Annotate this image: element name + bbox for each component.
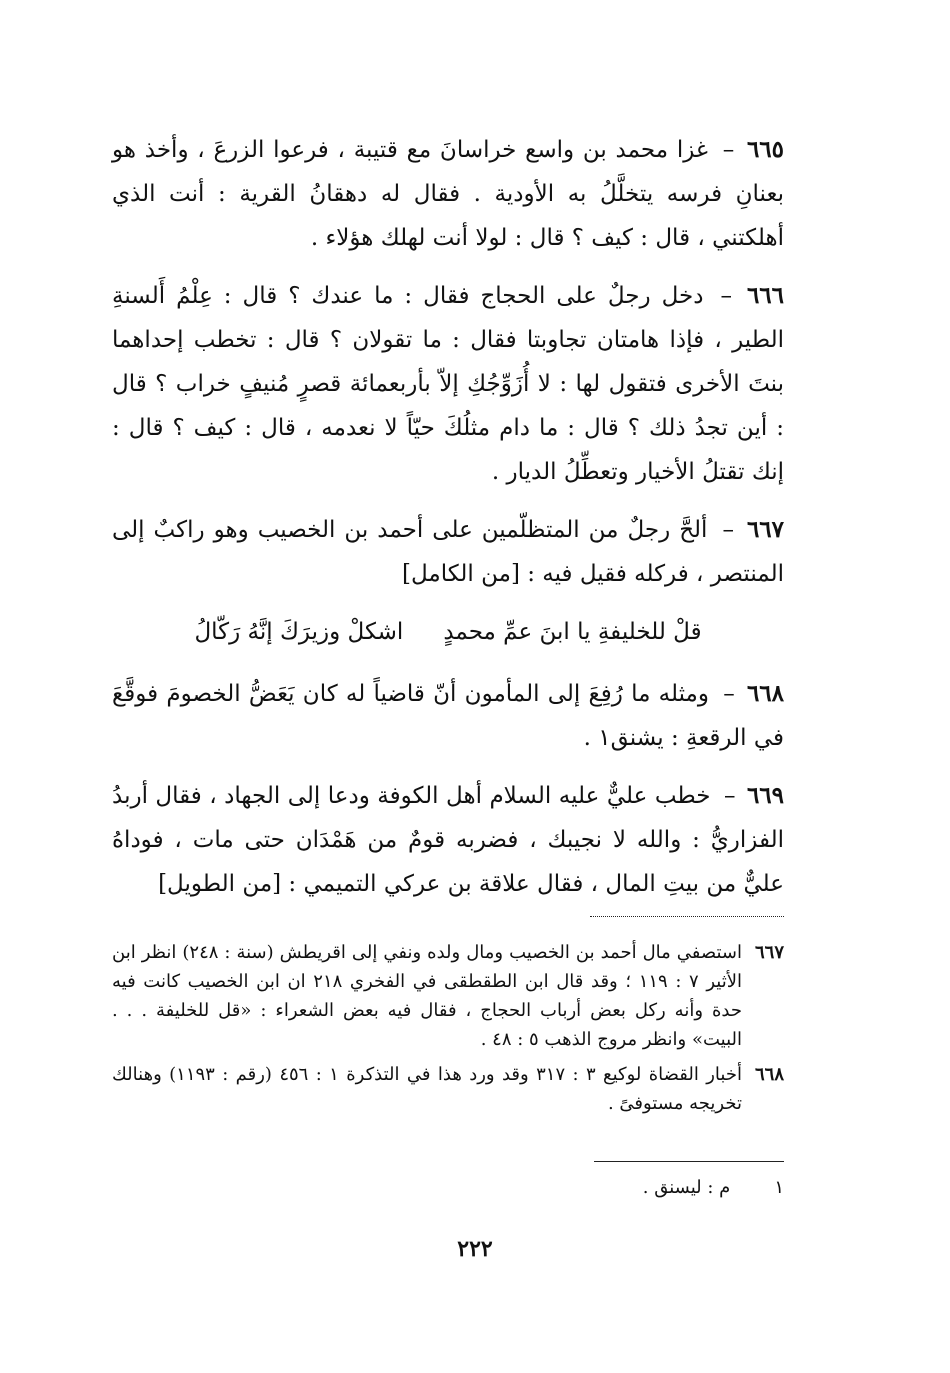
paragraph-text: غزا محمد بن واسع خراسانَ مع قتيبة ، فرعوا الزرعَ ، وأخذ هو بعنانِ فرسه يتخلَّلُ به الأودية . فقال له دهقانُ القرية : أنت الذي أهلكتني ، قال : كيف ؟ قال : لولا أنت لهلك هؤلاء .: [112, 137, 784, 251]
paragraph-text: ومثله ما رُفِعَ إلى المأمون أنّ قاضياً له كان يَعَضُّ الخصومَ فوقَّعَ في الرقعةِ : يشنق١ .: [112, 681, 784, 751]
dash: –: [722, 517, 734, 543]
footnote-separator: [594, 1161, 784, 1162]
dash: –: [722, 137, 735, 163]
verse-hemistich-1: قلْ للخليفةِ يا ابنَ عمِّ محمدٍ: [443, 619, 702, 645]
note-667: [112, 938, 784, 1054]
editor-notes: [112, 938, 784, 1124]
paragraph-text: خطب عليٌّ عليه السلام أهل الكوفة ودعا إلى الجهاد ، فقال أربدُ الفزاريُّ : والله لا نجيبك ، فضربه قومٌ من هَمْدَان حتى مات ، فوداهُ عليٌّ من بيتِ المال ، فقال علاقة بن عركي التميمي : [من الطويل]: [112, 783, 784, 897]
footnote-text: م : ليسنق .: [642, 1177, 731, 1198]
verse-line: [112, 610, 784, 654]
note-number: ٦٦٨: [754, 1064, 784, 1085]
footnote: [300, 1174, 784, 1202]
paragraph-text: ألحَّ رجلٌ من المتظلّمين على أحمد بن الخصيب وهو راكبٌ إلى المنتصر ، فركله فقيل فيه : [من الكامل]: [112, 517, 784, 587]
note-number: ٦٦٧: [754, 942, 784, 963]
paragraph-665: [112, 128, 784, 260]
dash: –: [723, 681, 735, 707]
dash: –: [720, 283, 732, 309]
paragraph-667: [112, 508, 784, 596]
paragraph-number: ٦٦٧: [746, 516, 785, 543]
paragraph-number: ٦٦٩: [746, 782, 784, 809]
paragraph-666: [112, 274, 784, 494]
note-text: استصفي مال أحمد بن الخصيب ومال ولده ونفي إلى اقريطش (سنة : ٢٤٨) انظر ابن الأثير ٧ : ١١٩ ؛ وقد قال ابن الطقطقى في الفخري ٢١٨ ان ابن الخصيب كانت فيه حدة وأنه ركل بعض أرباب الحجاج ، فقال فيه بعض الشعراء : «قل للخليفة . . . البيت» وانظر مروج الذهب ٥ : ٤٨ .: [112, 942, 742, 1050]
notes-separator: [590, 916, 784, 917]
note-668: [112, 1060, 784, 1118]
paragraph-number: ٦٦٦: [746, 282, 784, 309]
footnote-number: ١: [774, 1177, 784, 1198]
paragraph-text: دخل رجلٌ على الحجاج فقال : ما عندك ؟ قال : عِلْمُ أَلسنةِ الطير ، فإذا هامتان تجاوبتا فقال : ما تقولان ؟ قال : تخطب إحداهما بنتَ الأخرى فتقول لها : لا أُزَوِّجُكِ إلاّ بأربعمائة قصرٍ مُنيفٍ خراب ؟ قال : أين تجدُ ذلك ؟ قال : ما دام مثلُكَ حيّاً لا نعدمه ، قال : كيف ؟ قال : إنك تقتلُ الأخيار وتعطِّلُ الديار .: [112, 283, 784, 485]
paragraph-669: [112, 774, 784, 906]
dash: –: [723, 783, 736, 809]
paragraph-668: [112, 672, 784, 760]
paragraph-number: ٦٦٨: [746, 680, 784, 707]
page-number: ٢٢٢: [457, 1236, 493, 1262]
note-text: أخبار القضاة لوكيع ٣ : ٣١٧ وقد ورد هذا في التذكرة ١ : ٤٥٦ (رقم : ١١٩٣) وهنالك تخريجه مستوفىً .: [112, 1064, 742, 1114]
main-text: [112, 128, 784, 920]
paragraph-number: ٦٦٥: [746, 136, 785, 163]
verse-hemistich-2: اشكلْ وزيرَكَ إنَّهُ رَكّالُ: [194, 619, 404, 645]
